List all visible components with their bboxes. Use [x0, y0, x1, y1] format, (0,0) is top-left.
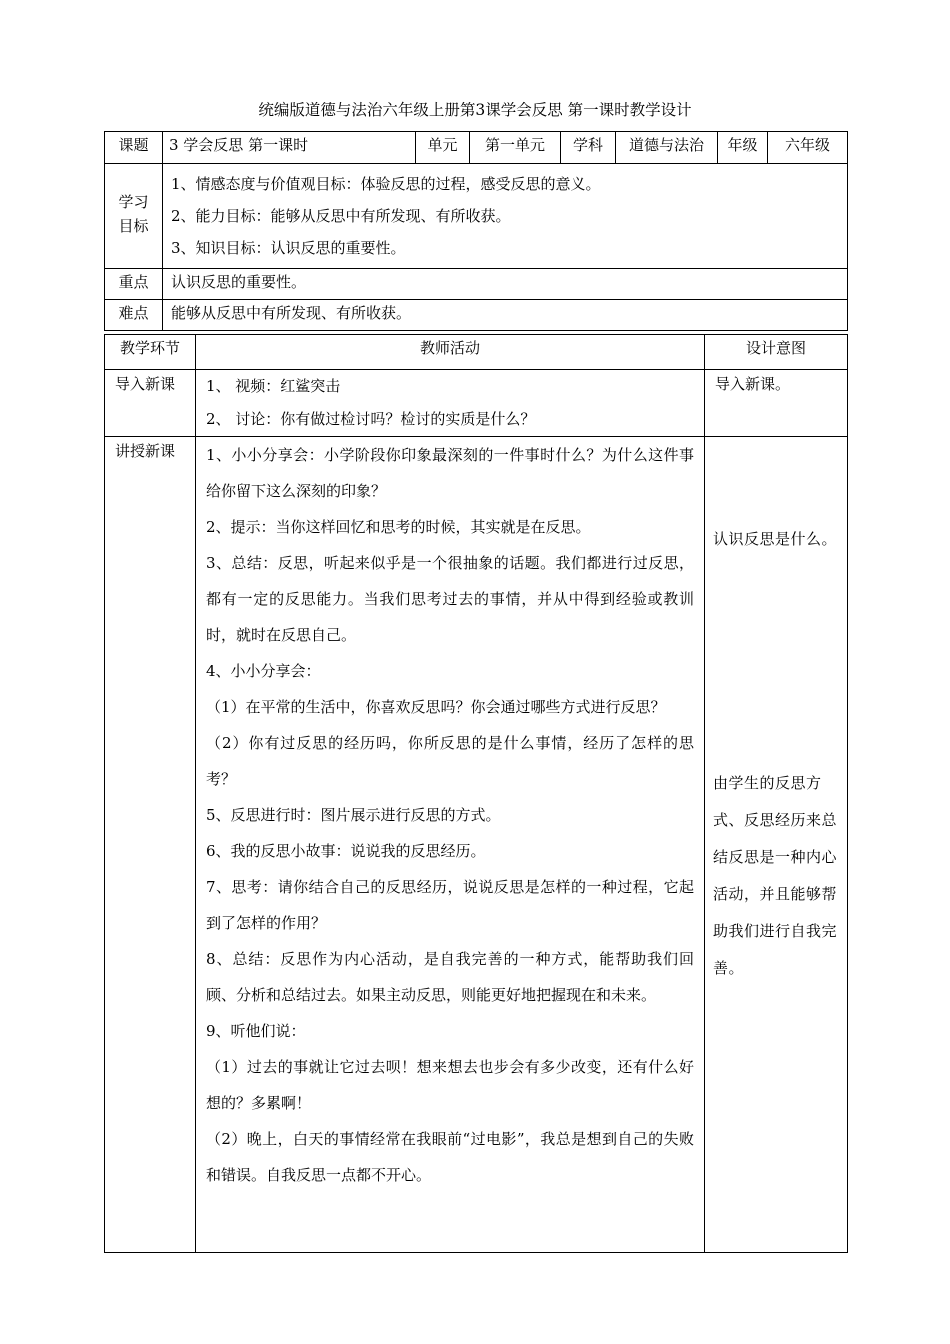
teach-activities	[196, 437, 704, 1193]
keypoint-label: 重点	[105, 269, 163, 300]
teach-activity-item: 2、提示：当你这样回忆和思考的时候，其实就是在反思。	[206, 518, 591, 536]
info-row	[105, 132, 848, 164]
unit-label: 单元	[416, 132, 470, 164]
teach-activity-item: （2）你有过反思的经历吗，你所反思的是什么事情，经历了怎样的思考？	[206, 734, 694, 788]
teach-intent-what: 认识反思是什么。	[713, 530, 838, 548]
teach-activity-item: 1、小小分享会：小学阶段你印象最深刻的一件事时什么？为什么这件事给你留下这么深刻的印象？	[206, 446, 694, 500]
lesson-info-table	[104, 131, 848, 331]
keypoint-row	[105, 269, 848, 300]
goal-item: 1、情感态度与价值观目标：体验反思的过程，感受反思的意义。	[171, 175, 601, 193]
teach-activity-item: 7、思考：请你结合自己的反思经历，说说反思是怎样的一种过程，它起到了怎样的作用？	[206, 878, 694, 932]
intro-activity-item: 2、 讨论：你有做过检讨吗？检讨的实质是什么？	[206, 410, 536, 428]
teach-activity-item: 8、总结：反思作为内心活动，是自我完善的一种方式，能帮助我们回顾、分析和总结过去。如果主动反思，则能更好地把握现在和未来。	[206, 950, 694, 1004]
intro-stage: 导入新课	[105, 370, 196, 437]
teach-stage: 讲授新课	[105, 437, 196, 1253]
goals-list	[163, 164, 847, 268]
process-header-row	[105, 335, 848, 370]
teaching-process-table	[104, 334, 848, 1253]
difficulty-row	[105, 300, 848, 331]
difficulty-value: 能够从反思中有所发现、有所收获。	[163, 300, 848, 331]
activity-header: 教师活动	[196, 335, 705, 370]
subject-value: 道德与法治	[616, 132, 718, 164]
intro-intent: 导入新课。	[705, 370, 848, 437]
goals-row	[105, 164, 848, 269]
teach-activity-item: 3、总结：反思，听起来似乎是一个很抽象的话题。我们都进行过反思，都有一定的反思能力。当我们思考过去的事情，并从中得到经验或教训时，就时在反思自己。	[206, 554, 694, 644]
intro-activities	[196, 370, 704, 436]
intro-row	[105, 370, 848, 437]
grade-value: 六年级	[768, 132, 848, 164]
goal-item: 3、知识目标：认识反思的重要性。	[171, 239, 406, 257]
stage-header: 教学环节	[105, 335, 196, 370]
goals-label: 学习目标	[118, 193, 149, 235]
teach-activity-item: （1）过去的事就让它过去呗！想来想去也步会有多少改变，还有什么好想的？多累啊！	[206, 1058, 694, 1112]
topic-value: 3 学会反思 第一课时	[163, 132, 416, 164]
teach-activity-item: 9、听他们说：	[206, 1022, 306, 1040]
intro-activity-item: 1、 视频：红鲨突击	[206, 377, 341, 395]
goal-item: 2、能力目标：能够从反思中有所发现、有所收获。	[171, 207, 511, 225]
teach-activity-item: 5、反思进行时：图片展示进行反思的方式。	[206, 806, 501, 824]
topic-label: 课题	[105, 132, 163, 164]
teach-activity-item: 4、小小分享会：	[206, 662, 321, 680]
keypoint-value: 认识反思的重要性。	[163, 269, 848, 300]
teach-row	[105, 437, 848, 1253]
document-title: 统编版道德与法治六年级上册第3课学会反思 第一课时教学设计	[258, 101, 692, 119]
subject-label: 学科	[561, 132, 616, 164]
teach-activity-item: 6、我的反思小故事：说说我的反思经历。	[206, 842, 486, 860]
teach-activity-item: （1）在平常的生活中，你喜欢反思吗？你会通过哪些方式进行反思？	[206, 698, 666, 716]
intent-header: 设计意图	[705, 335, 848, 370]
grade-label: 年级	[718, 132, 768, 164]
unit-value: 第一单元	[470, 132, 561, 164]
difficulty-label: 难点	[105, 300, 163, 331]
teach-intent-summary: 由学生的反思方式、反思经历来总结反思是一种内心活动，并且能够帮助我们进行自我完善。	[713, 774, 838, 977]
teach-activity-item: （2）晚上，白天的事情经常在我眼前“过电影”，我总是想到自己的失败和错误。自我反思一点都不开心。	[206, 1130, 694, 1184]
